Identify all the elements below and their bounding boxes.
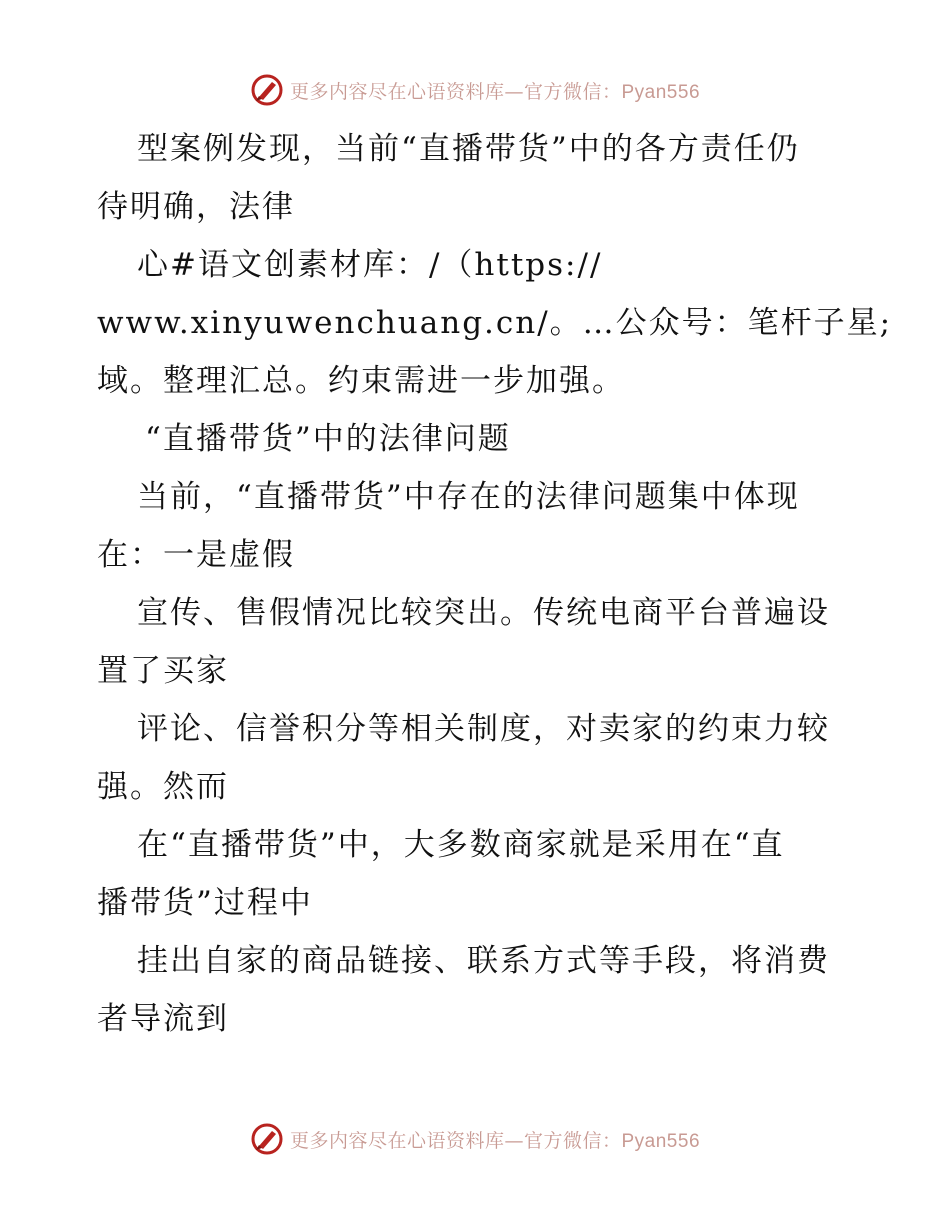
paragraph-line: 型案例发现，当前“直播带货”中的各方责任仍	[137, 131, 800, 167]
brand-logo-icon	[250, 1122, 284, 1156]
header-banner	[0, 70, 950, 110]
header-wechat-id: Pyan556	[621, 81, 701, 103]
paragraph-line: 置了买家	[97, 653, 229, 689]
paragraph-line: 心#语文创素材库：/（https://	[137, 247, 603, 283]
paragraph-line: 评论、信誉积分等相关制度，对卖家的约束力较	[137, 711, 830, 747]
paragraph-line: 域。整理汇总。约束需进一步加强。	[97, 363, 625, 399]
paragraph-line: 在“直播带货”中，大多数商家就是采用在“直	[137, 827, 785, 863]
footer-banner-text: 更多内容尽在心语资料库—官方微信：Pyan556	[289, 1129, 701, 1152]
paragraph-line: www.xinyuwenchuang.cn/。…公众号：笔杆子星;	[97, 305, 893, 341]
paragraph-line: 当前，“直播带货”中存在的法律问题集中体现	[137, 479, 800, 515]
footer-wechat-id: Pyan556	[621, 1130, 701, 1152]
paragraph-line: 者导流到	[97, 1001, 229, 1037]
paragraph-line: 挂出自家的商品链接、联系方式等手段，将消费	[137, 943, 830, 979]
footer-banner	[0, 1119, 950, 1159]
paragraph-line: 在：一是虚假	[97, 537, 295, 573]
paragraph-line: 宣传、售假情况比较突出。传统电商平台普遍设	[137, 595, 830, 631]
paragraph-line: 待明确，法律	[97, 189, 295, 225]
brand-logo-icon	[250, 73, 284, 107]
document-body	[97, 120, 893, 1048]
paragraph-line: 播带货”过程中	[97, 885, 313, 921]
section-heading: “直播带货”中的法律问题	[145, 421, 511, 457]
paragraph-line: 强。然而	[97, 769, 229, 805]
header-banner-text: 更多内容尽在心语资料库—官方微信：Pyan556	[289, 80, 701, 103]
